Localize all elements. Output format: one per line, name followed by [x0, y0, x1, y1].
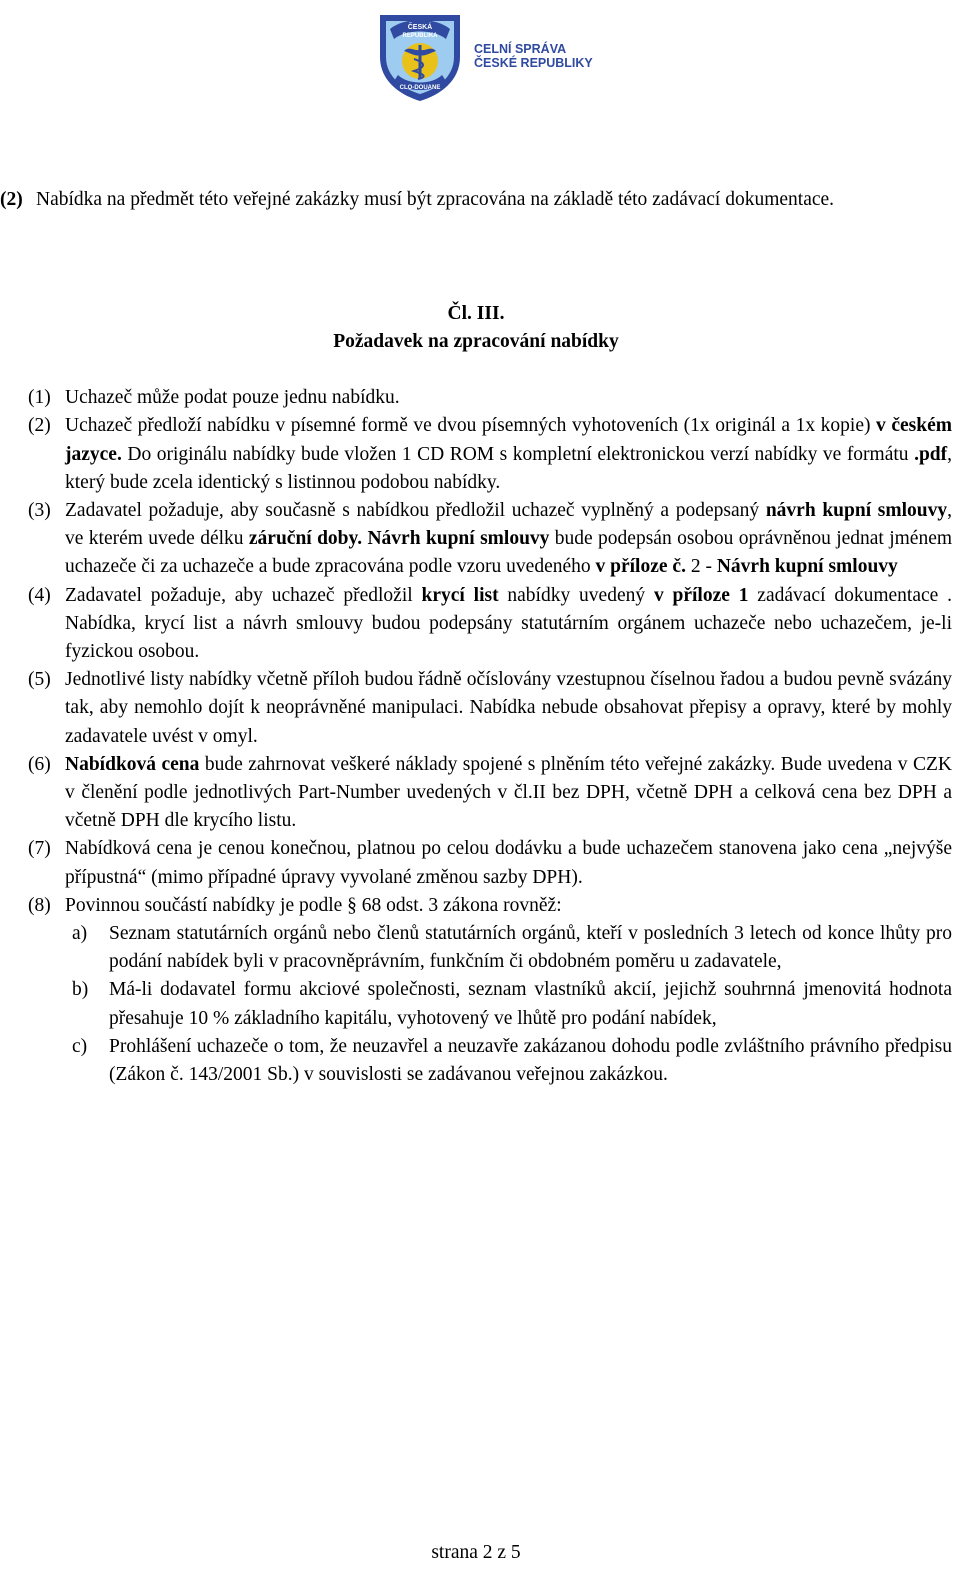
bold-run: krycí list	[421, 584, 499, 606]
item-number: (5)	[28, 669, 51, 691]
bold-run: .pdf	[914, 443, 948, 465]
svg-text:REPUBLIKA: REPUBLIKA	[402, 32, 438, 39]
document-body	[0, 186, 952, 1089]
sub-list-item	[72, 920, 952, 976]
bold-run: Nabídková cena	[65, 753, 200, 775]
item-text	[65, 412, 952, 497]
bold-run: v příloze č.	[595, 556, 686, 578]
organization-name-line1: CELNÍ SPRÁVA	[474, 41, 567, 56]
list-item	[28, 412, 952, 497]
list-item	[28, 582, 952, 667]
svg-text:ČESKÁ: ČESKÁ	[407, 23, 433, 31]
sub-item-text: Prohlášení uchazeče o tom, že neuzavřel a neuzavře zakázanou dohodu podle zvláštního právního předpisu (Zákon č. 143/2001 Sb.) v souvislosti se zadávanou veřejnou zakázkou.	[109, 1035, 952, 1086]
item-number: (4)	[28, 584, 51, 606]
item-number: (3)	[28, 500, 51, 522]
intro-text: Nabídka na předmět této veřejné zakázky musí být zpracována na základě této zadávací dokumentace.	[36, 189, 835, 210]
item-text: Jednotlivé listy nabídky včetně příloh budou řádně očíslovány vzestupnou číselnou řadou a budou pevně svázány tak, aby nemohlo dojít k neoprávněné manipulaci. Nabídka nebude obsahovat přepisy a opravy, které by mohly zadavatele uvést v omyl.	[65, 669, 952, 747]
article-heading	[0, 300, 952, 356]
item-number: (1)	[28, 387, 51, 409]
svg-text:CLO-DOUANE: CLO-DOUANE	[399, 84, 441, 91]
list-item	[28, 497, 952, 582]
sub-list-item	[72, 1033, 952, 1089]
text-run: , který bude zcela identický s listinnou podobou nabídky.	[65, 443, 952, 493]
list-item	[28, 666, 952, 751]
text-run: Zadavatel požaduje, aby současně s nabídkou předložil uchazeč vyplněný a podepsaný	[65, 500, 766, 522]
bold-run: Návrh kupní smlouvy	[367, 528, 550, 550]
sub-list	[28, 920, 952, 1089]
list-item	[28, 835, 952, 891]
text-run: zadávací dokumentace . Nabídka, krycí list a návrh smlouvy budou podepsány statutárním orgánem uchazeče nebo uchazečem, je-li fyzickou osobou.	[65, 584, 952, 663]
list-item	[28, 384, 952, 412]
text-run: Do originálu nabídky bude vložen 1 CD ROM s kompletní elektronickou verzí nabídky ve formátu	[121, 443, 915, 465]
requirements-list	[28, 384, 952, 1089]
page-number: strana 2 z 5	[431, 1542, 521, 1563]
text-run: bude zahrnovat veškeré náklady spojené s plněním této veřejné zakázky. Bude uvedena v CZK v členění podle jednotlivých Part-Number uvedených v čl.II bez DPH, včetně DPH a celková cena bez DPH a včetně DPH dle krycího listu.	[65, 753, 952, 832]
sub-list-item	[72, 976, 952, 1032]
organization-name	[474, 42, 593, 70]
text-run: , ve kterém uvede délku	[65, 500, 952, 550]
article-title: Požadavek na zpracování nabídky	[333, 331, 619, 353]
intro-paragraph	[0, 186, 952, 214]
sub-item-letter: a)	[72, 923, 88, 945]
organization-name-line2: ČESKÉ REPUBLIKY	[474, 55, 593, 70]
text-run: nabídky uvedený	[498, 584, 654, 606]
list-item	[28, 892, 952, 920]
bold-run: návrh kupní smlouvy	[765, 500, 948, 522]
text-run: Uchazeč předloží nabídku v písemné formě ve dvou písemných vyhotoveních (1x originál a 1x kopie)	[65, 415, 877, 437]
bold-run: záruční doby.	[248, 528, 363, 550]
customs-emblem-logo	[374, 9, 466, 103]
text-run: 2 -	[685, 556, 717, 578]
article-number: Čl. III.	[447, 303, 505, 325]
item-text: Nabídková cena je cenou konečnou, platnou po celou dodávku a bude uchazečem stanovena jako cena „nejvýše přípustná“ (mimo případné úpravy vyvolané změnou sazby DPH).	[65, 838, 952, 888]
item-number: (2)	[28, 415, 51, 437]
sub-item-text: Seznam statutárních orgánů nebo členů statutárních orgánů, kteří v posledních 3 letech od konce lhůty pro podání nabídek byli v pracovněprávním, funkčním či obdobném poměru u zadavatele,	[109, 923, 952, 973]
item-number: (6)	[28, 753, 51, 775]
item-text	[65, 751, 952, 836]
bold-run: v příloze 1	[653, 584, 749, 606]
text-run: Zadavatel požaduje, aby uchazeč předložil	[65, 584, 422, 606]
item-text	[65, 582, 952, 667]
intro-number: (2)	[0, 189, 23, 210]
bold-run: v českém jazyce.	[65, 415, 952, 465]
sub-item-letter: c)	[72, 1035, 88, 1057]
item-text	[65, 497, 952, 582]
sub-item-letter: b)	[72, 979, 89, 1001]
item-number: (7)	[28, 838, 51, 860]
list-item	[28, 751, 952, 836]
page-header	[374, 8, 593, 103]
item-text: Uchazeč může podat pouze jednu nabídku.	[65, 387, 400, 409]
text-run: bude podepsán osobou oprávněnou jednat jménem uchazeče či za uchazeče a bude zpracována podle vzoru uvedeného	[65, 528, 953, 578]
sub-item-text: Má-li dodavatel formu akciové společnosti, seznam vlastníků akcií, jejichž souhrnná jmenovitá hodnota přesahuje 10 % základního kapitálu, vyhotovený ve lhůtě pro podání nabídek,	[109, 979, 952, 1029]
bold-run: Návrh kupní smlouvy	[716, 556, 898, 578]
item-text: Povinnou součástí nabídky je podle § 68 odst. 3 zákona rovněž:	[65, 894, 562, 916]
item-number: (8)	[28, 894, 51, 916]
